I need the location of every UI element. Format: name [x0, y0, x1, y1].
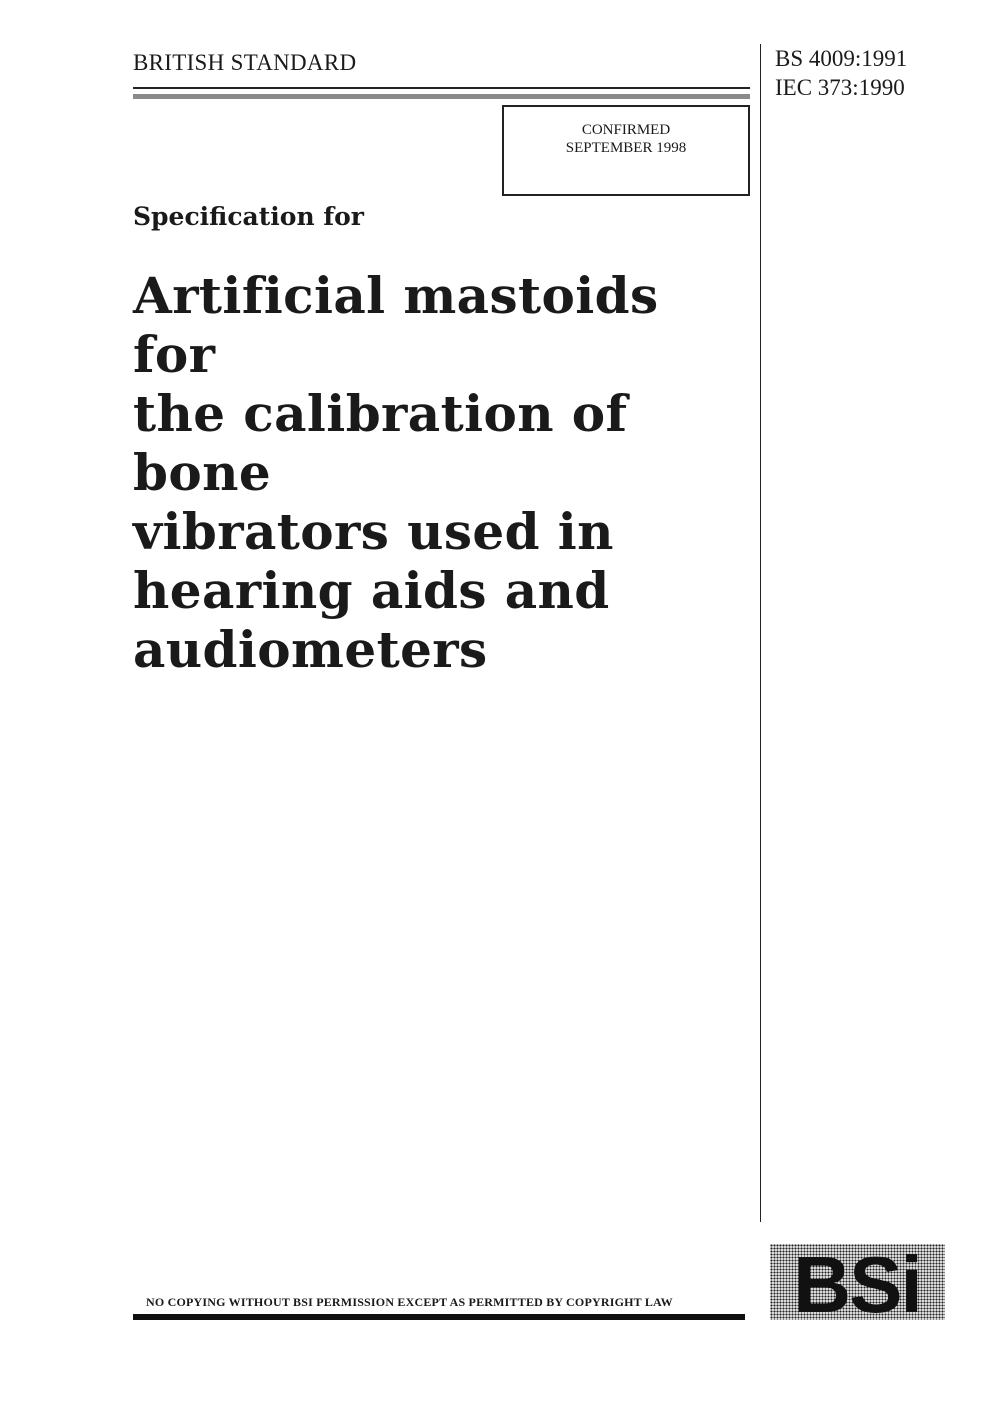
confirmation-box [502, 105, 750, 196]
bsi-logo [770, 1244, 945, 1320]
standard-numbers [775, 44, 907, 102]
bs-number: BS 4009:1991 [775, 46, 908, 71]
title-line: hearing aids and [133, 561, 610, 620]
footer-rule [133, 1314, 745, 1320]
title-line: vibrators used in [133, 502, 614, 561]
iec-number: IEC 373:1990 [775, 75, 905, 100]
header-rule-thin [133, 87, 750, 89]
series-label: BRITISH STANDARD [133, 50, 357, 75]
vertical-divider [760, 44, 761, 1222]
header-rule-thick [133, 94, 750, 99]
title-line: the calibration of bone [133, 384, 628, 502]
logo-text: BSi [793, 1244, 921, 1320]
title-line: audiometers [133, 620, 488, 679]
confirmed-date: SEPTEMBER 1998 [565, 140, 687, 156]
copyright-notice: NO COPYING WITHOUT BSI PERMISSION EXCEPT AS PERMITTED BY COPYRIGHT LAW [146, 1295, 673, 1309]
document-title [133, 266, 748, 679]
title-line: Artificial mastoids for [133, 266, 659, 384]
confirmed-label: CONFIRMED [581, 122, 671, 138]
title-prefix: Specification for [133, 202, 364, 231]
